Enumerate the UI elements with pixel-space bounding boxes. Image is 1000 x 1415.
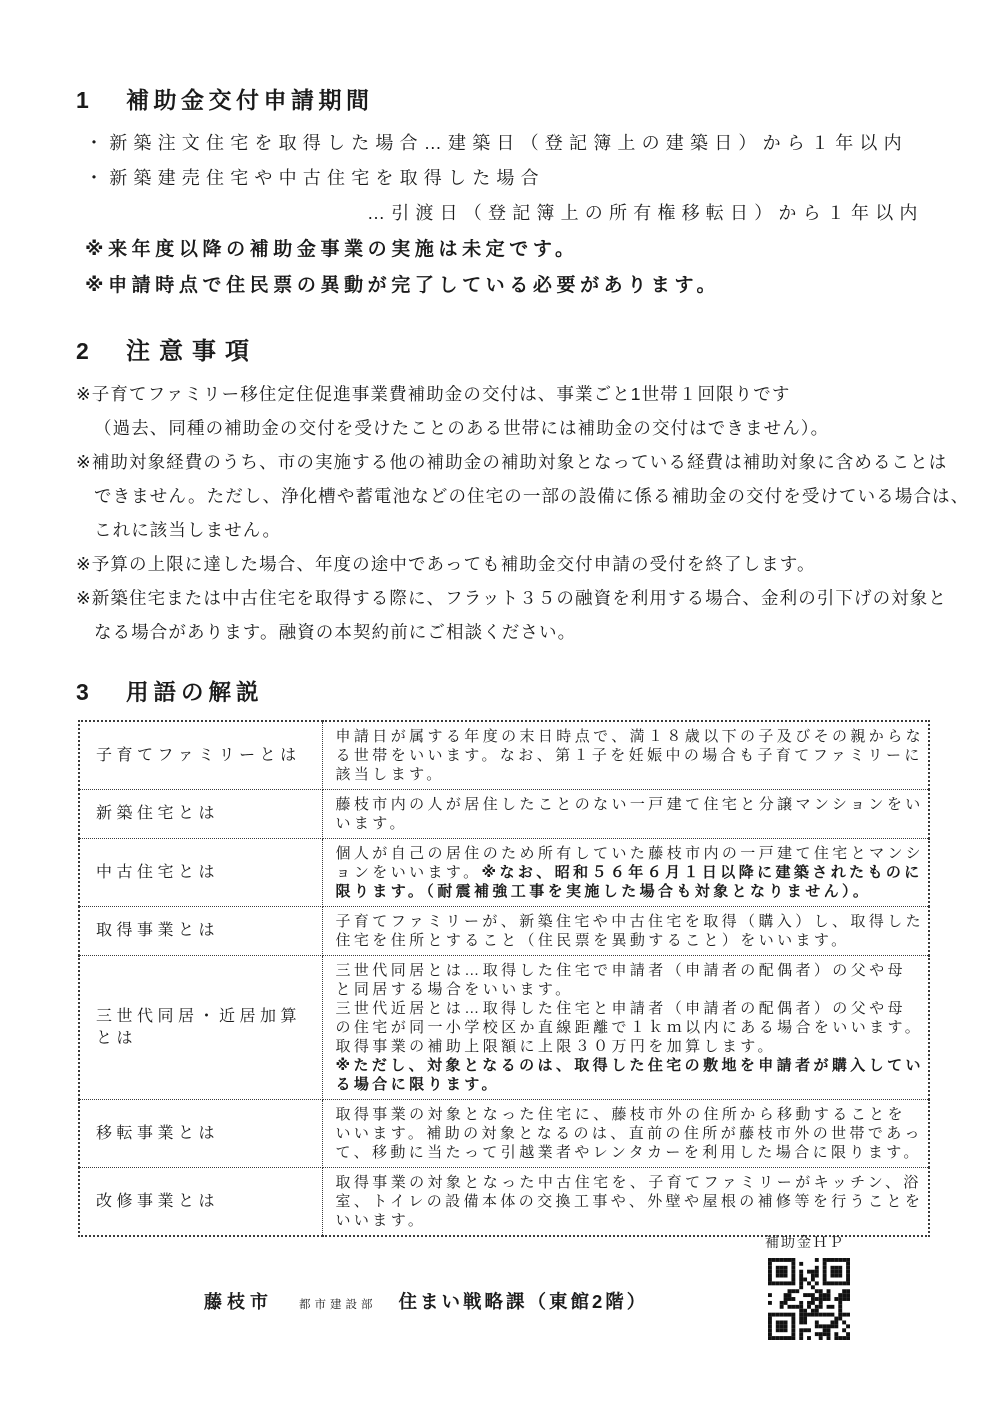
bullet-new-custom-home: ・新築注文住宅を取得した場合…建築日（登記簿上の建築日）から１年以内 xyxy=(85,133,908,153)
bullet-continuation-handover: …引渡日（登記簿上の所有権移転日）から１年以内 xyxy=(367,203,924,223)
caution-flat35-cont: なる場合があります。融資の本契約前にご相談ください。 xyxy=(94,622,577,642)
notice-next-year-undecided: ※来年度以降の補助金事業の実施は未定です。 xyxy=(85,239,579,260)
term-cell: 移転事業とは xyxy=(79,1100,322,1168)
term-cell: 中古住宅とは xyxy=(79,839,322,907)
glossary-table xyxy=(78,720,930,1237)
section3-number: 3 xyxy=(76,679,89,705)
section2-heading xyxy=(76,331,930,366)
section2-title: 注意事項 xyxy=(126,338,258,365)
glossary-row-used-house xyxy=(79,839,929,907)
definition-cell: 三世代同居とは…取得した住宅で申請者（申請者の配偶者）の父や母と同居する場合をいいます。 三世代近居とは…取得した住宅と申請者（申請者の配偶者）の父や母の住宅が同一小学校区か直線距離で１ｋｍ以内にある場合をいいます。 取得事業の補助上限額に上限３０万円を加算します。 ※ただし、対象となるのは、取得した住宅の敷地を申請者が購入している場合に限ります。 xyxy=(322,956,929,1100)
term-cell: 子育てファミリーとは xyxy=(79,721,322,790)
section3-title: 用語の解説 xyxy=(126,680,264,705)
glossary-row-three-generation xyxy=(79,956,929,1100)
section3-heading xyxy=(76,675,930,707)
term-cell: 取得事業とは xyxy=(79,907,322,956)
glossary-row-renovation xyxy=(79,1168,929,1237)
definition-cell: 取得事業の対象となった住宅に、藤枝市外の住所から移動することをいいます。補助の対象となるのは、直前の住所が藤枝市外の世帯であって、移動に当たって引越業者やレンタカーを利用した場合に限ります。 xyxy=(322,1100,929,1168)
bullet-new-builtforsale-home: ・新築建売住宅や中古住宅を取得した場合 xyxy=(85,168,545,188)
definition-bold-note: ※なお、昭和５６年６月１日以降に建築されたものに限ります。（耐震補強工事を実施した場合も対象となりません）。 xyxy=(335,864,923,900)
definition-bold-note: ※ただし、対象となるのは、取得した住宅の敷地を申請者が購入している場合に限ります。 xyxy=(335,1057,924,1093)
definition-cell: 取得事業の対象となった中古住宅を、子育てファミリーがキッチン、浴室、トイレの設備本体の交換工事や、外壁や屋根の補修等を行うことをいいます。 xyxy=(322,1168,929,1237)
qr-caption: 補助金ＨＰ xyxy=(765,1234,845,1250)
caution-other-subsidies-cont2: これに該当しません。 xyxy=(94,520,282,540)
section-application-period xyxy=(76,82,930,297)
section-glossary xyxy=(76,675,930,1237)
definition-cell: 個人が自己の居住のため所有していた藤枝市内の一戸建て住宅とマンションをいいます。※なお、昭和５６年６月１日以降に建築されたものに限ります。（耐震補強工事を実施した場合も対象となりません）。 xyxy=(322,839,929,907)
term-cell: 新築住宅とは xyxy=(79,790,322,839)
qr-code-box xyxy=(768,1258,850,1345)
caution-other-subsidies: ※補助対象経費のうち、市の実施する他の補助金の補助対象となっている経費は補助対象に含めることは xyxy=(76,452,948,472)
caution-budget-limit: ※予算の上限に達した場合、年度の途中であっても補助金交付申請の受付を終了します。 xyxy=(76,554,816,574)
caution-other-subsidies-cont1: できません。ただし、浄化槽や蓄電池などの住宅の一部の設備に係る補助金の交付を受けている場合は、 xyxy=(94,486,970,506)
term-cell: 三世代同居・近居加算とは xyxy=(79,956,322,1100)
section-cautions xyxy=(76,331,970,649)
section1-title: 補助金交付申請期間 xyxy=(126,87,374,113)
term-cell: 改修事業とは xyxy=(79,1168,322,1237)
caution-once-per-household-cont: （過去、同種の補助金の交付を受けたことのある世帯には補助金の交付はできません）。 xyxy=(94,418,830,438)
qr-code xyxy=(768,1258,850,1340)
glossary-row-acquisition xyxy=(79,907,929,956)
glossary-row-kosodate-family xyxy=(79,721,929,790)
city-name: 藤枝市 xyxy=(204,1292,273,1312)
definition-cell: 申請日が属する年度の末日時点で、満１８歳以下の子及びその親からなる世帯をいいます。なお、第１子を妊娠中の場合も子育てファミリーに該当します。 xyxy=(322,721,929,790)
section2-number: 2 xyxy=(76,338,89,364)
glossary-row-relocation xyxy=(79,1100,929,1168)
section1-heading xyxy=(76,82,930,115)
department-name: 都市建設部 xyxy=(299,1299,377,1311)
definition-cell: 藤枝市内の人が居住したことのない一戸建て住宅と分譲マンションをいいます。 xyxy=(322,790,929,839)
glossary-row-new-house xyxy=(79,790,929,839)
division-name: 住まい戦略課（東館2階） xyxy=(398,1291,649,1312)
section1-number: 1 xyxy=(76,87,89,113)
definition-cell: 子育てファミリーが、新築住宅や中古住宅を取得（購入）し、取得した住宅を住所とすること（住民票を異動すること）をいいます。 xyxy=(322,907,929,956)
caution-once-per-household: ※子育てファミリー移住定住促進事業費補助金の交付は、事業ごと1世帯１回限りです xyxy=(76,384,791,404)
notice-resident-register: ※申請時点で住民票の異動が完了している必要があります。 xyxy=(85,275,721,296)
caution-flat35: ※新築住宅または中古住宅を取得する際に、フラット３５の融資を利用する場合、金利の引下げの対象と xyxy=(76,588,948,608)
organization-line xyxy=(204,1288,648,1314)
